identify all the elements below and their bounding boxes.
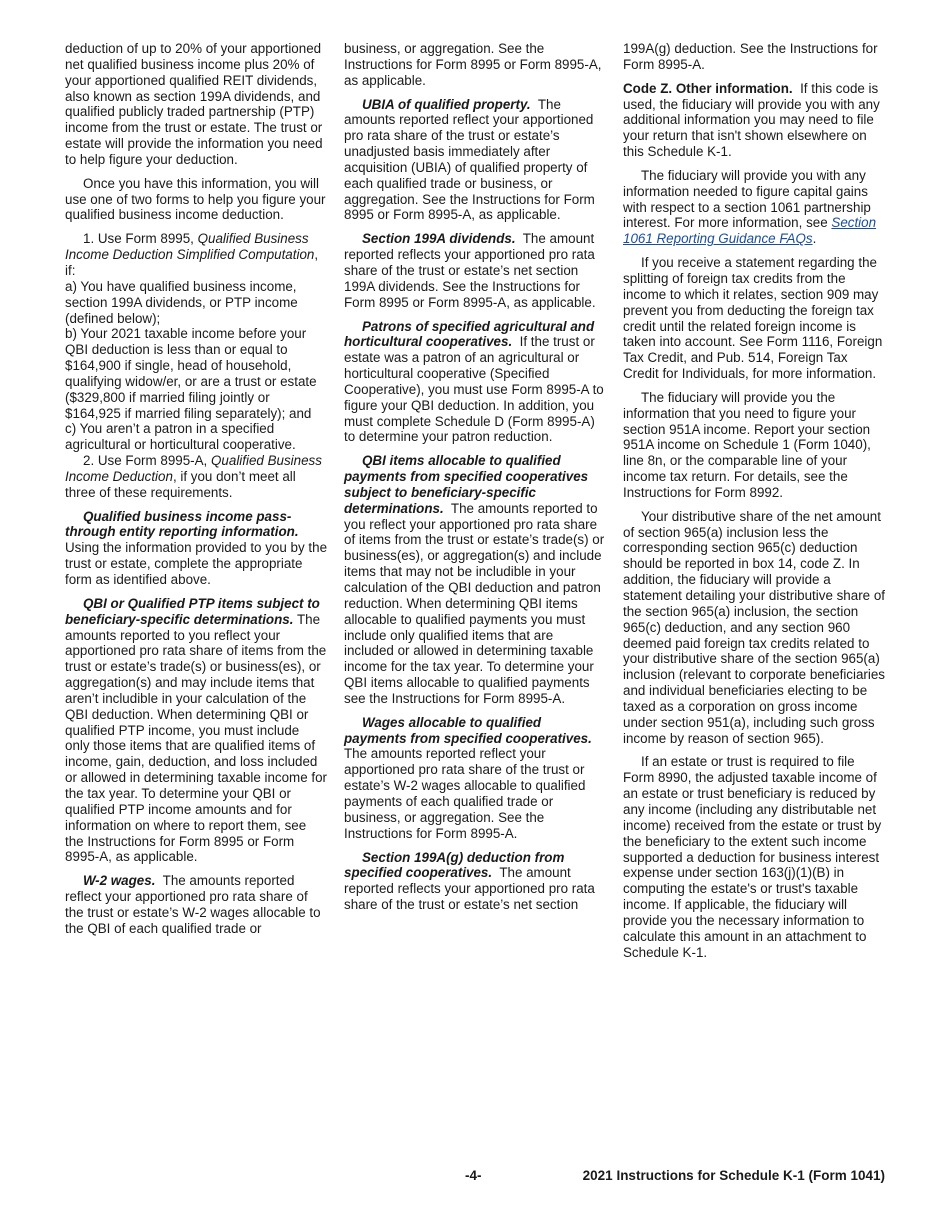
paragraph-deduction-intro: deduction of up to 20% of your apportioned net qualified business income plus 20% of your apportioned qualified REIT dividends, also known as section 199A dividends, and qualified publicly traded partnership (PTP) income from the trust or estate. The trust or estate will provide the information you need to help figure your deduction. [65,41,323,167]
heading-ubia: UBIA of qualified property. [362,96,531,112]
paragraph-foreign-tax: If you receive a statement regarding the splitting of foreign tax credits from the income to which it relates, section 909 may prevent you from deducting the foreign tax credit until the related foreign income is taken into account. See Form 1116, Foreign Tax Credit, and Pub. 514, Foreign Tax Credit for Individuals, for more information. [623,255,883,382]
paragraph-965: Your distributive share of the net amount of section 965(a) inclusion less the corresponding section 965(c) deduction should be reported in box 14, code Z. In addition, the fiduciary will provide a statement detailing your distributive share of the section 965(a) inclusion, the section 965(c) deduction, and any section 960 deemed paid foreign tax credits related to your distributive share of the section 965(a) inclusion (relevant to corporate beneficiaries and individual beneficiaries electing to be taxed as a corporation on gross income under section 951(a), including such gross income by reason of section 965). [623,508,886,746]
section-code-z: Code Z. Other information. If this code is used, the fiduciary will provide you with any additional information you may need to file your return that isn't shown elsewhere on this Schedule K-1. [623,80,880,160]
section-qbi-allocable: QBI items allocable to qualified payments from specified cooperatives subject to beneficiary-specific determinations. The amounts reported to you reflect your apportioned pro rata share of items from the trust or estate’s trade(s) or business(es), or aggregation(s) and include items that may not be includible in your calculation of the QBI deduction and patron reduction. When determining QBI items allocable to qualified payments you must include only qualified items that are included or allowed in determining taxable income for the tax year. To determine your QBI items allocable to qualified payments see the Instructions for Form 8995-A. [344,453,605,706]
heading-pass-through: Qualified business income pass-through entity reporting information. [65,508,299,540]
heading-wages-allocable: Wages allocable to qualified payments from specified cooperatives. [344,714,592,746]
heading-patrons: Patrons of specified agricultural and horticultural cooperatives. [344,318,595,350]
paragraph-8990: If an estate or trust is required to file Form 8990, the adjusted taxable income of an estate or trust beneficiary is reduced by any income (including any distributable net income) received from the estate or trust by the beneficiary to the extent such income supported a deduction for business interest expense under section 163(j)(1)(B) in computing the estate's or trust's taxable income. If applicable, the fiduciary will provide you the necessary information to calculate this amount in an attachment to Schedule K-1. [623,754,882,960]
form-8995-title: Qualified Business Income Deduction Simplified Computation [65,231,315,263]
heading-code-z: Code Z. Other information. [623,80,793,96]
paragraph-continued: business, or aggregation. See the Instructions for Form 8995 or Form 8995-A, as applicable. [344,41,602,88]
document-title: 2021 Instructions for Schedule K-1 (Form 1041) [582,1168,885,1183]
list-item-form-8995: 1. Use Form 8995, Qualified Business Income Deduction Simplified Computation, if: [65,231,319,278]
page-number: -4- [465,1168,482,1183]
heading-w2-wages: W-2 wages. [83,873,156,889]
heading-199a-dividends: Section 199A dividends. [362,231,516,247]
section-ubia: UBIA of qualified property. The amounts reported reflect your apportioned pro rata share of the trust or estate’s unadjusted basis immediately after acquisition (UBIA) of qualified property of each qualified trade or business, or aggregation. See the Instructions for Form 8995 or Form 8995-A, as applicable. [344,96,595,223]
section-1061-faq-link[interactable]: Section 1061 Reporting Guidance FAQs [623,215,877,247]
condition-c: c) You aren’t a patron in a specified agricultural or horticultural cooperative. [65,421,296,453]
section-199a-dividends: Section 199A dividends. The amount reported reflects your apportioned pro rata share of the trust or estate’s net section 199A dividends. See the Instructions for Form 8995 or Form 8995-A, as applicable. [344,231,596,310]
heading-199ag-deduction: Section 199A(g) deduction from specified cooperatives. [344,849,565,881]
section-pass-through: Qualified business income pass-through entity reporting information. Using the information provided to you by the trust or estate, complete the appropriate form as identified above. [65,508,328,587]
paragraph-951a: The fiduciary will provide you the information that you need to figure your section 951A income. Report your section 951A income on Schedule 1 (Form 1040), line 8n, or the comparable line of your income tax return. For details, see the Instructions for Form 8992. [623,389,871,500]
column-3 [623,41,885,968]
form-8995a-title: Qualified Business Income Deduction [65,453,322,484]
section-qbi-ptp: QBI or Qualified PTP items subject to beneficiary-specific determinations. The amounts reported to you reflect your apportioned pro rata share of items from the trust or estate’s trade(s) or business(es), or aggregation(s) and may include items that aren’t includible in your calculation of the QBI deduction. When determining QBI or qualified PTP income, you must include only those items that are qualified items of income, gain, deduction, and loss included or allowed in determining taxable income for the tax year. To determine your QBI or qualified PTP income amounts and for information on where to report them, see the Instructions for Form 8995 or Form 8995-A, as applicable. [65,595,328,865]
condition-a: a) You have qualified business income, section 199A dividends, or PTP income (defined below); [65,278,298,326]
condition-b: b) Your 2021 taxable income before your QBI deduction is less than or equal to $164,900 if single, head of household, qualifying widow/er, or are a trust or estate ($329,800 if married filing jointly or $164,925 if married filing separately); and [65,326,317,421]
column-2 [344,41,606,921]
paragraph-two-forms: Once you have this information, you will use one of two forms to help you figure your qualified business income deduction. [65,175,326,223]
section-199ag-deduction: Section 199A(g) deduction from specified cooperatives. The amount reported reflects your apportioned pro rata share of the trust or estate’s net section [344,849,595,913]
paragraph-section-1061: The fiduciary will provide you with any information needed to figure capital gains with respect to a section 1061 partnership interest. For more information, see Section 1061 Reporting Guidance FAQs. [623,167,877,247]
section-wages-allocable: Wages allocable to qualified payments from specified cooperatives. The amounts reported reflect your apportioned pro rata share of the trust or estate’s W-2 wages allocable to qualified payments of each qualified trade or business, or aggregation. See the Instructions for Form 8995-A. [344,714,592,841]
heading-qbi-allocable: QBI items allocable to qualified payments from specified cooperatives subject to beneficiary-specific determinations. [344,453,589,516]
paragraph-continued: 199A(g) deduction. See the Instructions for Form 8995-A. [623,41,878,72]
list-item-form-8995a: 2. Use Form 8995-A, Qualified Business Income Deduction, if you don’t meet all three of these requirements. [65,453,322,500]
section-w2-wages: W-2 wages. The amounts reported reflect your apportioned pro rata share of the trust or estate’s W-2 wages allocable to the QBI of each qualified trade or [65,873,321,936]
heading-qbi-ptp: QBI or Qualified PTP items subject to beneficiary-specific determinations. [65,595,320,627]
section-patrons: Patrons of specified agricultural and horticultural cooperatives. If the trust or estate was a patron of an agricultural or horticultural cooperative (Specified Cooperative), you must use Form 8995-A to figure your QBI deduction. In addition, you must complete Schedule D (Form 8995-A) to determine your patron reduction. [344,318,604,445]
column-1 [65,41,327,945]
